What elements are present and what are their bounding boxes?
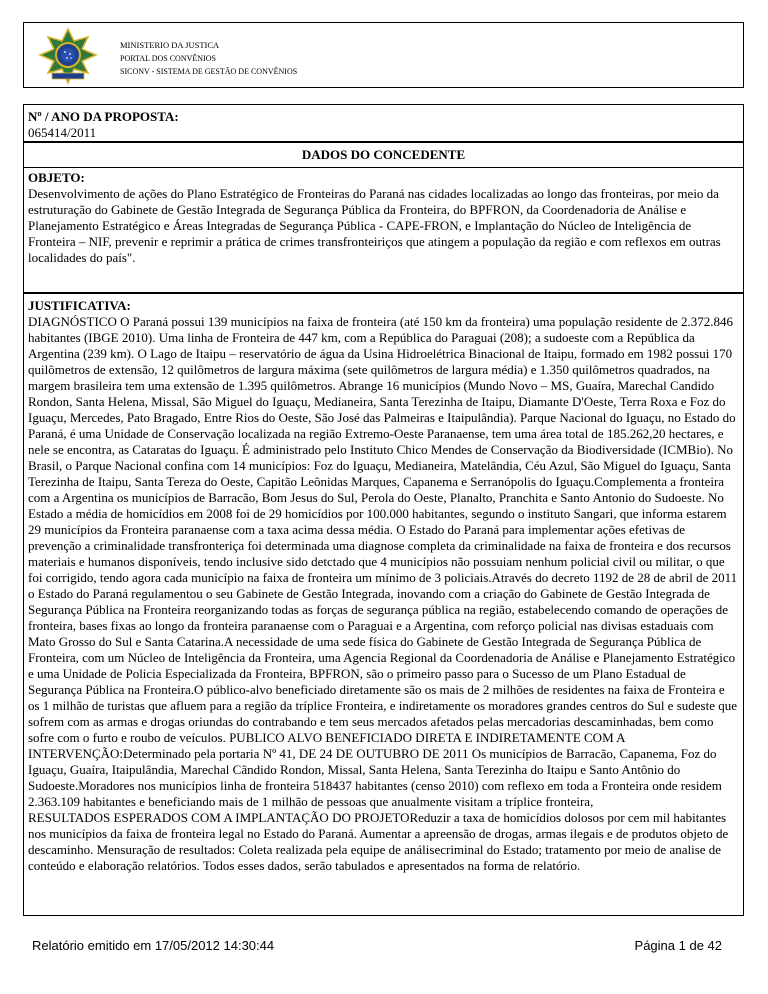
report-timestamp: Relatório emitido em 17/05/2012 14:30:44: [32, 938, 275, 953]
justificativa-label: JUSTIFICATIVA:: [28, 298, 131, 313]
concedente-title: DADOS DO CONCEDENTE: [301, 147, 466, 162]
proposta-value: 065414/2011: [28, 125, 97, 140]
document-header: [23, 22, 744, 88]
justificativa-text: DIAGNÓSTICO O Paraná possui 139 municípios na faixa de fronteira (até 150 km da fronteira) uma população residente de 2.372.846 habitantes (IBGE 2010). Uma linha de Fronteira de 447 km, com a República do Paraguai (208); a sudoeste com a República da Argentina (239 km). O Lago de Itaipu – reservatório de água da Usina Hidroelétrica Binacional de Itaipu, formado em 1982 possui 170 quilômetros de extensão, 12 quilômetros de largura máxima (sete quilômetros de largura média) e 1.350 quilômetros quadrados, na margem brasileira tem uma extensão de 1.395 quilômetros. Abrange 16 municípios (Mundo Novo – MS, Guaíra, Marechal Candido Rondon, Santa Helena, Missal, São Miguel do Iguaçu, Medianeira, Santa Terezinha de Itaipu, Diamante D'Oeste, Terra Roxa e Foz do Iguaçu, Mercedes, Pato Bragado, Entre Rios do Oeste, São José das Palmeiras e Itaipulândia). Parque Nacional do Iguaçu, no Estado do Paraná, é uma Unidade de Conservação localizada na região Extremo-Oeste Paranaense, tem uma área total de 185.262,20 hectares, e nele se encontra, as Cataratas do Iguaçu. É administrado pelo Instituto Chico Mendes de Conservação da Biodiversidade (ICMBio). No Brasil, o Parque Nacional confina com 14 municípios: Foz do Iguaçu, Medianeira, Matelândia, Céu Azul, São Miguel do Iguaçu, Santa Terezinha de Itaipu, Santa Tereza do Oeste, Capitão Leônidas Marques, Capanema e Serranópolis do Iguaçu.Complementa a fronteira com a Argentina os municípios de Barracão, Bom Jesus do Sul, Perola do Oeste, Planalto, Pranchita e Santo Antonio do Sudoeste. No Estado a média de homicídios em 2008 foi de 29 homicídios por 100.000 habitantes, segundo o instituto Sangari, que informa estarem 29 municípios da Fronteira paranaense com a taxa acima dessa média. O Estado do Paraná para implementar ações efetivas de prevenção a criminalidade transfronteriça foi determinada uma diagnose completa da criminalidade na faixa de fronteira e dos recursos materiais e humanos disponíveis, tendo inclusive sido detctado que 4 municípios não possuiam nenhum policial civil ou militar, o que foi corrigido, tendo agora cada município na faixa de fronteira um mínimo de 3 policiais.Através do decreto 1192 de 28 de abril de 2011 o Estado do Paraná regulamentou o seu Gabinete de Gestão Integrada, inovando com a criação do Gabinete de Gestão Integrada de Segurança Pública na Fronteira reorganizando todas as forças de segurança pública na região, estabelecendo comando de operações de fronteira, bases fixas ao longo da fronteira paranaense com o Paraguai e a Argentina, com reforço policial nas divisas estaduais com Mato Grosso do Sul e Santa Catarina.A necessidade de uma sede física do Gabinete de Gestão Integrada de Segurança Pública de Fronteira, com um Núcleo de Inteligência da Fronteira, uma Agencia Regional da Coordenadoria de Análise e Planejamento Estratégico e uma Unidade de Policia Especializada da Fronteira, BPFRON, são o primeiro passo para o Sucesso de um Plano Estadual de Segurança Pública na Fronteira.O público-alvo beneficiado diretamente são os mais de 2 milhões de residentes na faixa de Fronteira e os 1 milhão de turistas que afluem para a região da tríplice Fronteira, e indiretamente os moradores grandes centros do Sul e sudeste que sofrem com as armas e drogas oriundas do contrabando e tem seus mercados afetados pelas mercadorias descaminhadas, bem como sofre com o furto e roubo de veículos. PUBLICO ALVO BENEFICIADO DIRETA E INDIRETAMENTE COM A INTERVENÇÃO:Determinado pela portaria Nº 41, DE 24 DE OUTUBRO DE 2011 Os municípios de Barracão, Capanema, Foz do Iguaçu, Guaíra, Itaipulândia, Marechal Cândido Rondon, Missal, Santa Helena, Santa Terezinha do Itaipu e Santo Antônio do Sudoeste.Moradores nos municípios linha de fronteira 518437 habitantes (censo 2010) com reflexo em toda a Fronteira onde residem 2.363.109 habitantes e beneficiando mais de 1 milhão de pessoas que anualmente visitam a tríplice fronteira,: [28, 314, 738, 809]
proposta-label: Nº / ANO DA PROPOSTA:: [28, 109, 179, 124]
objeto-text: Desenvolvimento de ações do Plano Estratégico de Fronteiras do Paraná nas cidades localizadas ao longo das fronteiras, por meio da estruturação do Gabinete de Gestão Integrada de Segurança Pública da Fronteira, do BPFRON, da Coordenadoria de Análise e Planejamento Estratégico e Áreas Integradas de Segurança Pública - CAPE-FRON, e Implantação do Núcleo de Inteligência de Fronteira – NIF, prevenir e reprimir a prática de crimes transfronteiriços que atingem a população da região e com reflexos em outras localidades do país".: [28, 186, 721, 265]
page-number: Página 1 de 42: [634, 938, 722, 953]
ministry-name: MINISTERIO DA JUSTICA: [120, 40, 220, 50]
proposal-document: [23, 104, 744, 916]
justificativa-section: [24, 294, 743, 874]
system-name: SICONV - SISTEMA DE GESTÃO DE CONVÊNIOS: [120, 67, 298, 76]
objeto-section: [24, 167, 743, 294]
resultados-text: RESULTADOS ESPERADOS COM A IMPLANTAÇÃO DO PROJETOReduzir a taxa de homicídios dolosos por cem mil habitantes nos municípios da faixa de fronteira legal no Estado do Paraná. Aumentar a apreensão de drogas, armas ilegais e de produtos objeto de descaminho. Mensuração de resultados: Coleta realizada pela equipe de análisecriminal do Estado; tratamento por meio de analise de conteúdo e elaboração relatórios. Todos esses dados, serão tabulados e apresentados na forma de relatório.: [28, 810, 729, 873]
concedente-section: [24, 143, 743, 167]
objeto-label: OBJETO:: [28, 170, 85, 185]
brazil-coat-of-arms-icon: [38, 27, 98, 85]
proposta-section: [24, 105, 743, 143]
portal-name: PORTAL DOS CONVÊNIOS: [120, 54, 216, 63]
